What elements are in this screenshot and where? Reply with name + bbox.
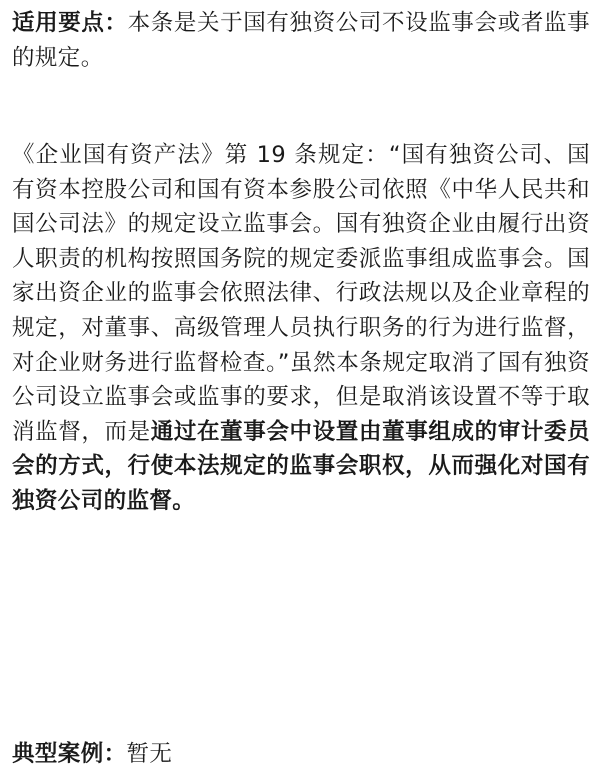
applicable-points-paragraph [12,6,590,75]
law-citation-text: 《企业国有资产法》第 19 条规定：“国有独资公司、国有资本控股公司和国有资本参股公司依照《中华人民共和国公司法》的规定设立监事会。国有独资企业由履行出资人职责的机构按照国务院的规定委派监事组成监事会。国家出资企业的监事会依照法律、行政法规以及企业章程的规定，对董事、高级管理人员执行职务的行为进行监督，对企业财务进行监督检查。”虽然本条规定取消了国有独资公司设立监事会或监事的要求，但是取消该设置不等于取消监督，而是 [12,142,590,445]
applicable-points-label: 适用要点： [12,10,128,36]
typical-cases-label: 典型案例： [12,741,127,767]
applicable-points-text: 本条是关于国有独资公司不设监事会或者监事的规定。 [12,10,590,71]
law-citation-emphasis: 通过在董事会中设置由董事组成的审计委员会的方式，行使本法规定的监事会职权，从而强化对国有独资公司的监督。 [12,418,590,514]
typical-cases-paragraph [12,737,590,772]
law-citation-paragraph [12,138,590,519]
typical-cases-text: 暂无 [126,741,173,767]
